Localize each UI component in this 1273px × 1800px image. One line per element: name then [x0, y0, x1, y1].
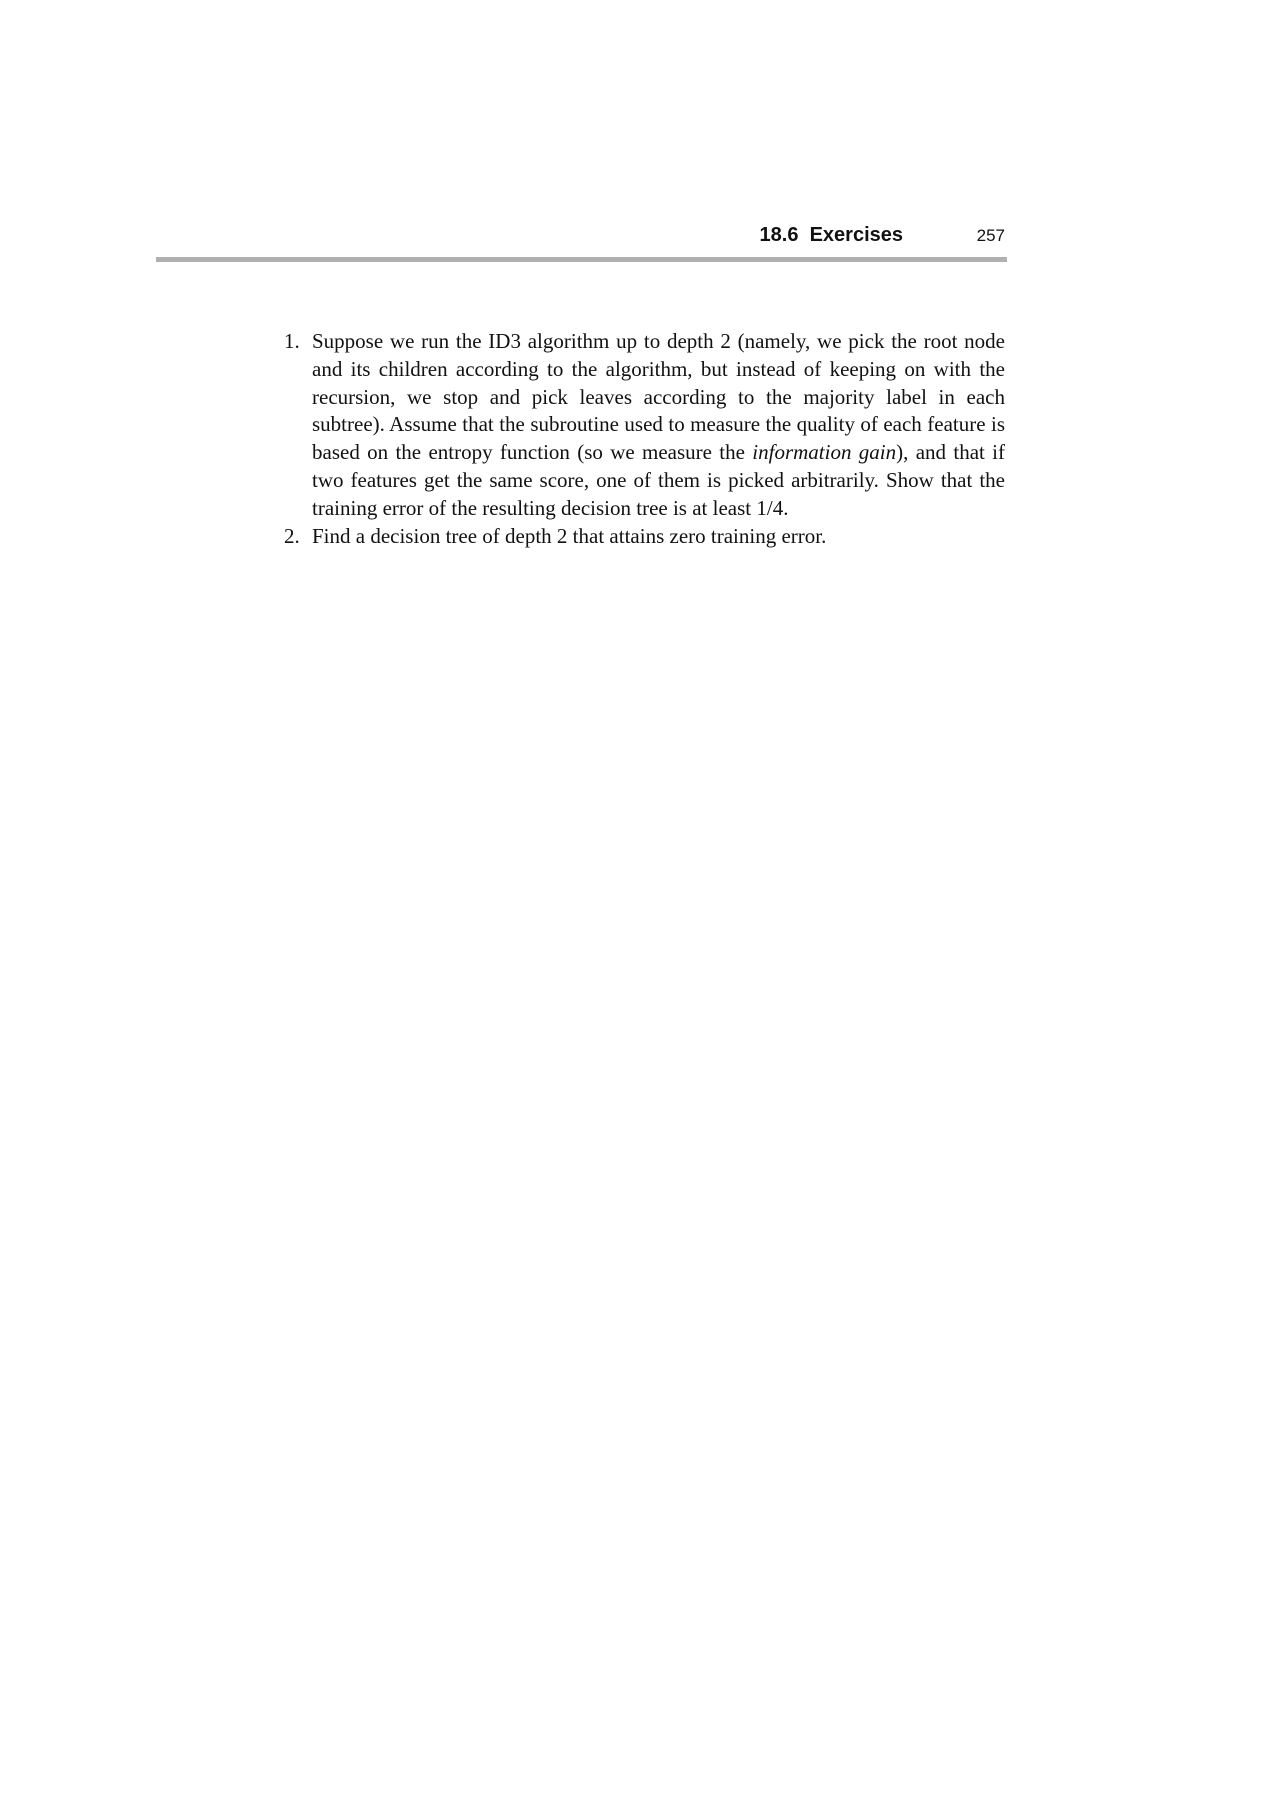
- exercise-text-cont: ), and that if two features get the same score, one of them is picked arbitrarily. Show that the training error of the resulting decision tree is at least 1/4.: [312, 440, 1005, 520]
- exercise-item: [284, 328, 1005, 523]
- page-number: 257: [976, 226, 1005, 245]
- exercise-text: Suppose we run the ID3 algorithm up to depth 2 (namely, we pick the root node and its children according to the algorithm, but instead of keeping on with the recursion, we stop and pick leaves according to the majority label in each subtree). Assume that the subroutine used to measure the quality of each feature is based on the entropy function (so we measure the: [312, 329, 1005, 465]
- section-title: 18.6 Exercises: [759, 224, 903, 246]
- running-header: [156, 224, 1007, 248]
- exercise-list: [284, 328, 1005, 550]
- exercise-emphasis: information gain: [752, 440, 897, 465]
- exercise-item: [284, 523, 1005, 551]
- header-rule: [156, 257, 1007, 262]
- item-number: 2.: [284, 523, 300, 548]
- exercise-text: Find a decision tree of depth 2 that attains zero training error.: [312, 523, 827, 548]
- item-number: 1.: [284, 329, 300, 353]
